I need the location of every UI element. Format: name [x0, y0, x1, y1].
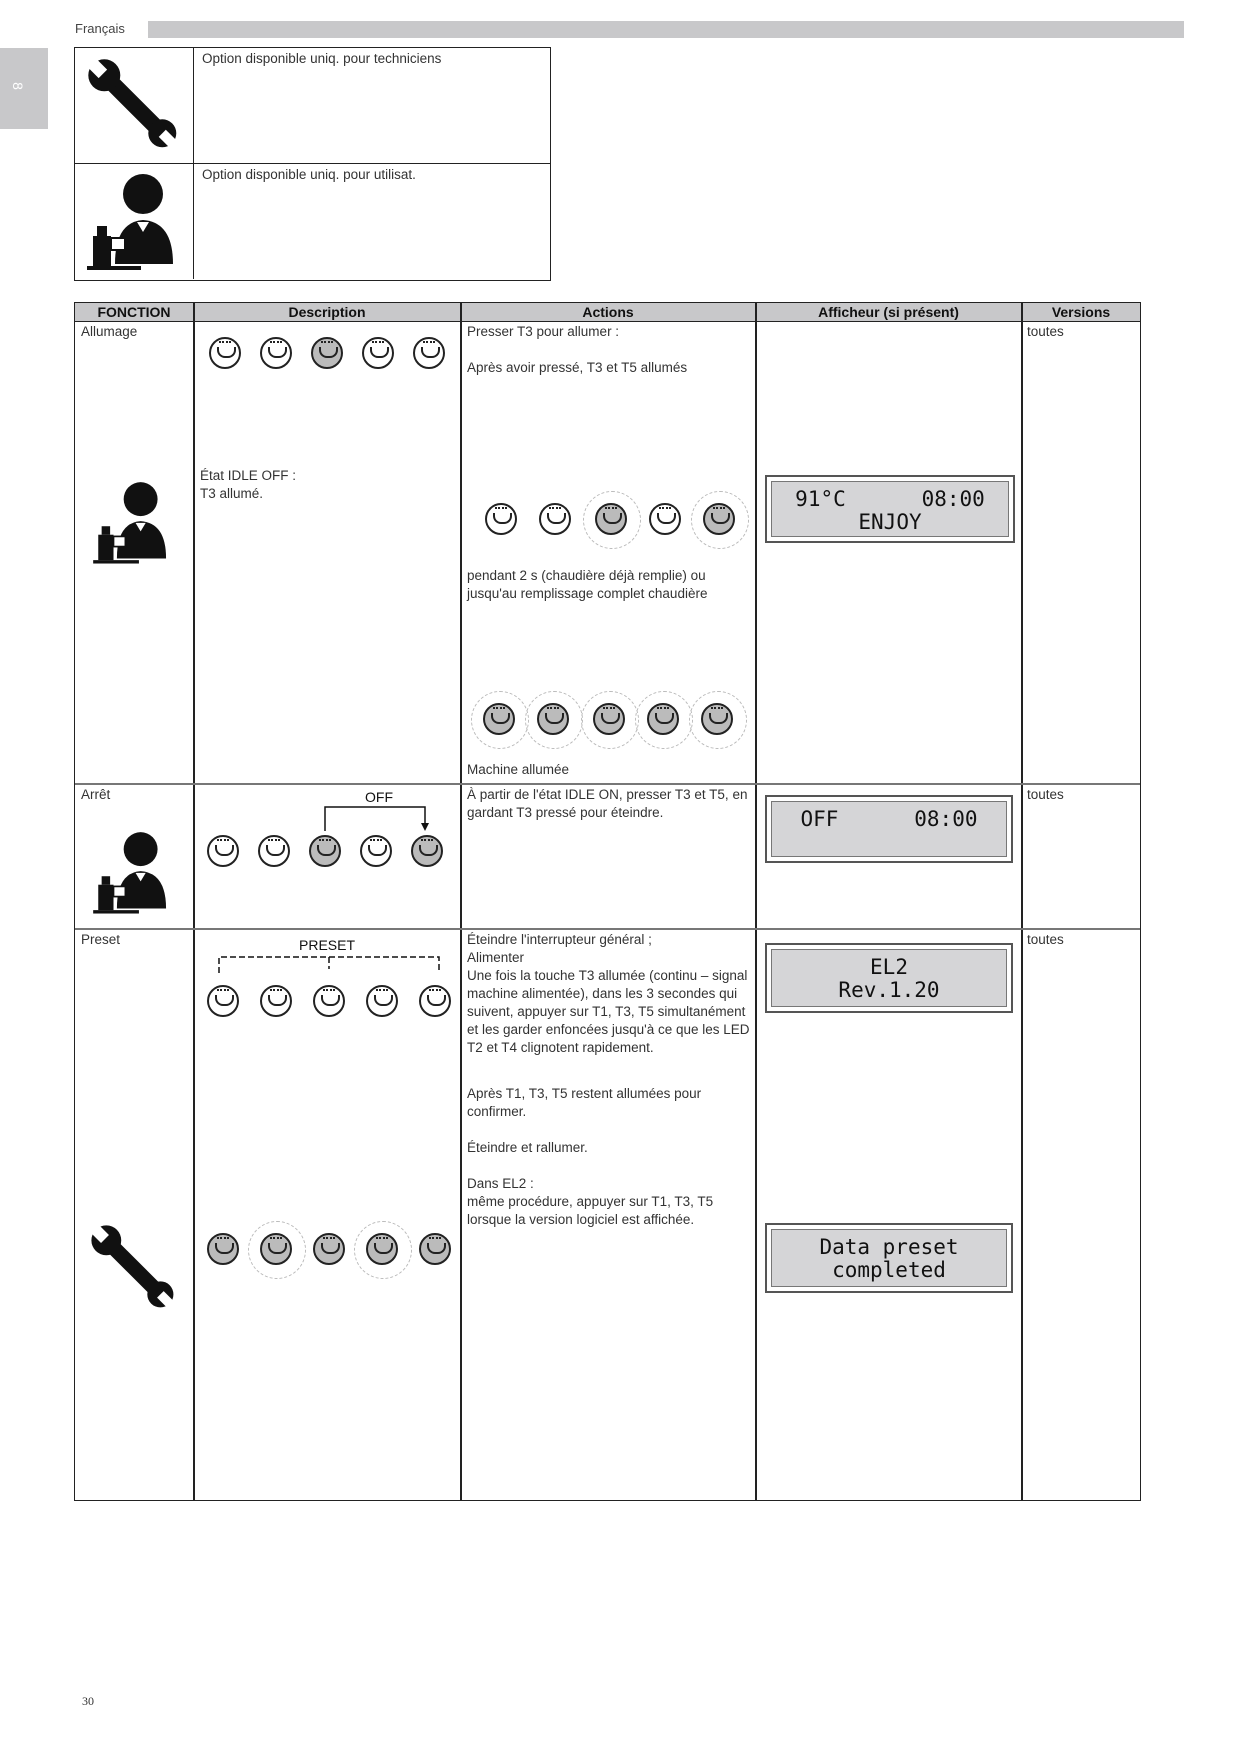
coffee-button-icon	[593, 703, 625, 735]
coffee-button-icon	[209, 337, 241, 369]
coffee-button-icon	[207, 1233, 239, 1265]
header-actions: Actions	[582, 304, 634, 320]
coffee-button-icon	[207, 985, 239, 1017]
coffee-button-icon	[411, 835, 443, 867]
coffee-button-icon	[647, 703, 679, 735]
row-allumage-fonction: Allumage	[81, 324, 138, 339]
coffee-button-icon	[419, 1233, 451, 1265]
row-preset-versions: toutes	[1027, 932, 1064, 947]
coffee-button-icon	[366, 1233, 398, 1265]
lcd-line2: Rev.1.20	[838, 978, 940, 1002]
row-allumage-action4: Machine allumée	[467, 762, 570, 777]
off-label: OFF	[365, 789, 393, 805]
row-allumage-description: État IDLE OFF : T3 allumé.	[200, 468, 297, 501]
page-number: 30	[82, 1694, 94, 1708]
header-versions: Versions	[1051, 304, 1111, 320]
header-description: Description	[288, 304, 366, 320]
coffee-button-icon	[483, 703, 515, 735]
row-preset-action2: Après T1, T3, T5 restent allumées pour confirmer.	[467, 1086, 702, 1119]
waiter-icon	[83, 473, 183, 571]
coffee-button-icon	[485, 503, 517, 535]
legend-row-user	[75, 164, 550, 279]
header-fonction: FONCTION	[97, 304, 171, 320]
lcd-line2: ENJOY	[858, 510, 922, 534]
coffee-button-icon	[313, 1233, 345, 1265]
coffee-button-icon	[362, 337, 394, 369]
lcd-line1: 91°C 08:00	[795, 487, 985, 511]
side-tab-label: 8	[9, 82, 26, 90]
row-preset-action1: Éteindre l'interrupteur général ; Alimenter Une fois la touche T3 allumée (continu – signal machine alimentée), dans les 3 secondes qui suivent, appuyer sur T1, T3, T5 simultanément et les garder enfoncées jusqu'à ce que les LED T2 et T4 clignotent rapidement.	[467, 932, 750, 1055]
row-allumage-action3: pendant 2 s (chaudière déjà remplie) ou jusqu'au remplissage complet chaudière	[467, 568, 708, 601]
row-allumage-versions: toutes	[1027, 324, 1064, 339]
coffee-button-icon	[260, 1233, 292, 1265]
row-arret-fonction: Arrêt	[81, 787, 111, 802]
coffee-button-icon	[537, 703, 569, 735]
language-label: Français	[75, 21, 125, 36]
coffee-button-icon	[419, 985, 451, 1017]
legend-row-technician	[75, 48, 550, 164]
coffee-button-icon	[207, 835, 239, 867]
lcd-line1: EL2	[870, 955, 908, 979]
waiter-icon	[83, 823, 183, 921]
lcd-display-arret	[765, 795, 1013, 863]
wrench-icon	[79, 1213, 189, 1323]
row-arret-action: À partir de l'état IDLE ON, presser T3 et T5, en gardant T3 pressé pour éteindre.	[467, 787, 748, 820]
header-bar	[148, 21, 1184, 38]
row-allumage-action1: Presser T3 pour allumer :	[467, 324, 620, 339]
legend-table	[74, 47, 551, 281]
header-display: Afficheur (si présent)	[818, 304, 959, 320]
coffee-button-icon	[258, 835, 290, 867]
row-preset-fonction: Preset	[81, 932, 121, 947]
coffee-button-icon	[595, 503, 627, 535]
off-arrow	[315, 803, 435, 833]
preset-label: PRESET	[299, 937, 356, 953]
coffee-button-icon	[649, 503, 681, 535]
coffee-button-icon	[311, 337, 343, 369]
coffee-button-icon	[313, 985, 345, 1017]
legend-technician-text: Option disponible uniq. pour techniciens	[202, 51, 442, 66]
lcd-display-allumage	[765, 475, 1015, 543]
lcd-display-preset-1	[765, 943, 1013, 1013]
lcd-line1: Data preset	[819, 1235, 959, 1259]
row-allumage-action2: Après avoir pressé, T3 et T5 allumés	[467, 360, 688, 375]
legend-user-text: Option disponible uniq. pour utilisat.	[202, 167, 416, 182]
coffee-button-icon	[413, 337, 445, 369]
table-header	[75, 303, 1140, 322]
coffee-button-icon	[703, 503, 735, 535]
coffee-button-icon	[366, 985, 398, 1017]
coffee-button-icon	[260, 337, 292, 369]
preset-bracket	[215, 951, 445, 975]
coffee-button-icon	[309, 835, 341, 867]
lcd-line1: OFF 08:00	[800, 807, 978, 831]
side-tab	[0, 48, 48, 129]
waiter-icon	[75, 164, 193, 278]
coffee-button-icon	[260, 985, 292, 1017]
coffee-button-icon	[360, 835, 392, 867]
function-table	[74, 302, 1141, 1501]
coffee-button-icon	[701, 703, 733, 735]
lcd-display-preset-2	[765, 1223, 1013, 1293]
row-preset-action4: Dans EL2 : même procédure, appuyer sur T1, T3, T5 lorsque la version logiciel est affichée.	[467, 1176, 714, 1227]
lcd-line2: completed	[832, 1258, 946, 1282]
coffee-button-icon	[539, 503, 571, 535]
wrench-icon	[75, 48, 193, 162]
row-arret-versions: toutes	[1027, 787, 1064, 802]
row-preset-action3: Éteindre et rallumer.	[467, 1140, 588, 1155]
